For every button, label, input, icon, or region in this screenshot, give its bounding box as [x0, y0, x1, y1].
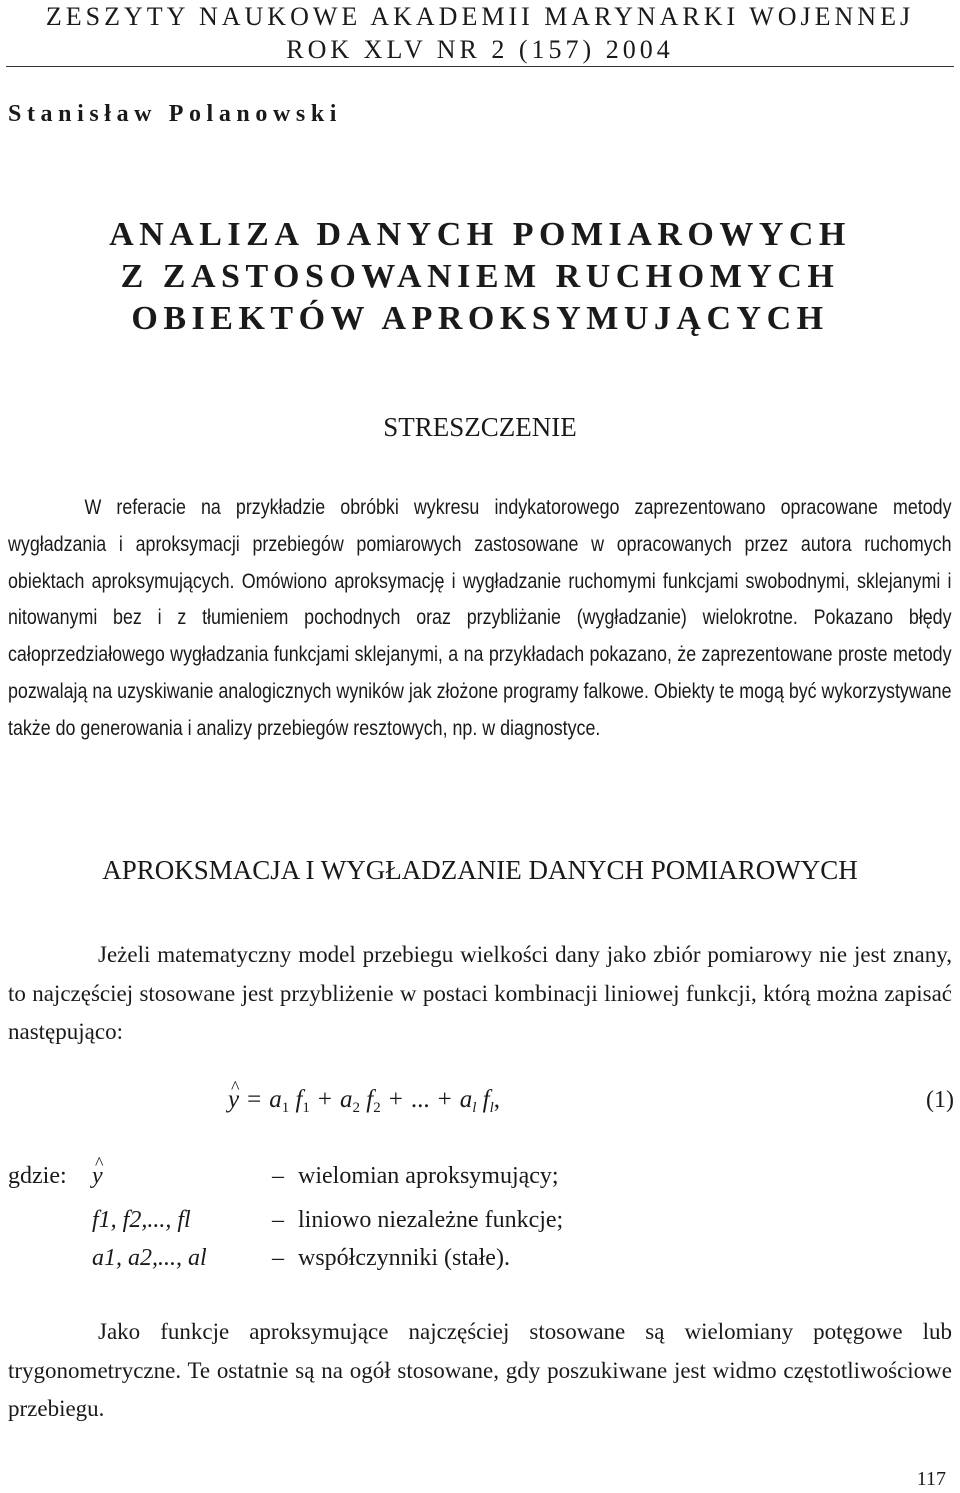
- definition-row-2: – liniowo niezależne funkcje;: [272, 1207, 564, 1233]
- section-paragraph-1: Jeżeli matematyczny model przebiegu wielkości dany jako zbiór pomiarowy nie jest znany, to najczęściej stosowane jest przybliżenie w postaci kombinacji liniowej funkcji, którą można zapisać następująco:: [8, 942, 952, 1044]
- page-number: 117: [916, 1468, 946, 1490]
- title-line-2: Z ZASTOSOWANIEM RUCHOMYCH: [120, 258, 840, 295]
- title-line-3: OBIEKTÓW APROKSYMUJĄCYCH: [131, 300, 829, 337]
- definition-row-3: – współczynniki (stałe).: [272, 1245, 510, 1271]
- y-hat-symbol: ^ y: [228, 1080, 239, 1120]
- equation-number: (1): [926, 1087, 954, 1113]
- symbol-f-list: f1, f2,..., fl: [92, 1207, 191, 1233]
- section-paragraph-2: Jako funkcje aproksymujące najczęściej stosowane są wielomiany potęgowe lub trygonometryczne. Te ostatnie są na ogół stosowane, gdy poszukiwane jest widmo częstotliwościowe przebiegu.: [8, 1319, 952, 1421]
- section-heading: APROKSMACJA I WYGŁADZANIE DANYCH POMIAROWYCH: [102, 855, 858, 885]
- journal-name: ZESZYTY NAUKOWE AKADEMII MARYNARKI WOJENNEJ: [45, 2, 915, 31]
- author-name: Stanisław Polanowski: [8, 101, 343, 127]
- abstract-text: W referacie na przykładzie obróbki wykresu indykatorowego zaprezentowano opracowane metody wygładzania i aproksymacji przebiegów pomiarowych zastosowane w opracowanych przez autora ruchomych obiektach aproksymujących. Omówiono aproksymację i wygładzanie ruchomymi funkcjami swobodnymi, sklejanymi i nitowanymi bez i z tłumieniem pochodnych oraz przybliżanie (wygładzanie) wielokrotne. Pokazano błędy całoprzedziałowego wygładzania funkcjami sklejanymi, a na przykładach pokazano, że zaprezentowane proste metody pozwalają na uzyskiwanie analogicznych wyników jak złożone programy falkowe. Obiekty te mogą być wykorzystywane także do generowania i analizy przebiegów resztowych, np. w diagnostyce.: [8, 496, 952, 740]
- symbol-a-list: a1, a2,..., al: [92, 1245, 207, 1271]
- title-line-1: ANALIZA DANYCH POMIAROWYCH: [109, 216, 851, 253]
- header-rule: [6, 66, 954, 67]
- equation-1: ^ $y = a_1$ $f_1 + a_2$ $f_2$ + ... + $a_l$ $f_l$,: [228, 1080, 500, 1128]
- symbol-y-hat: ^ y: [92, 1157, 103, 1195]
- journal-issue: ROK XLV NR 2 (157) 2004: [286, 35, 674, 64]
- where-label: gdzie:: [8, 1163, 67, 1189]
- definition-row-1: – wielomian aproksymujący;: [272, 1163, 559, 1189]
- abstract-heading: STRESZCZENIE: [383, 412, 577, 442]
